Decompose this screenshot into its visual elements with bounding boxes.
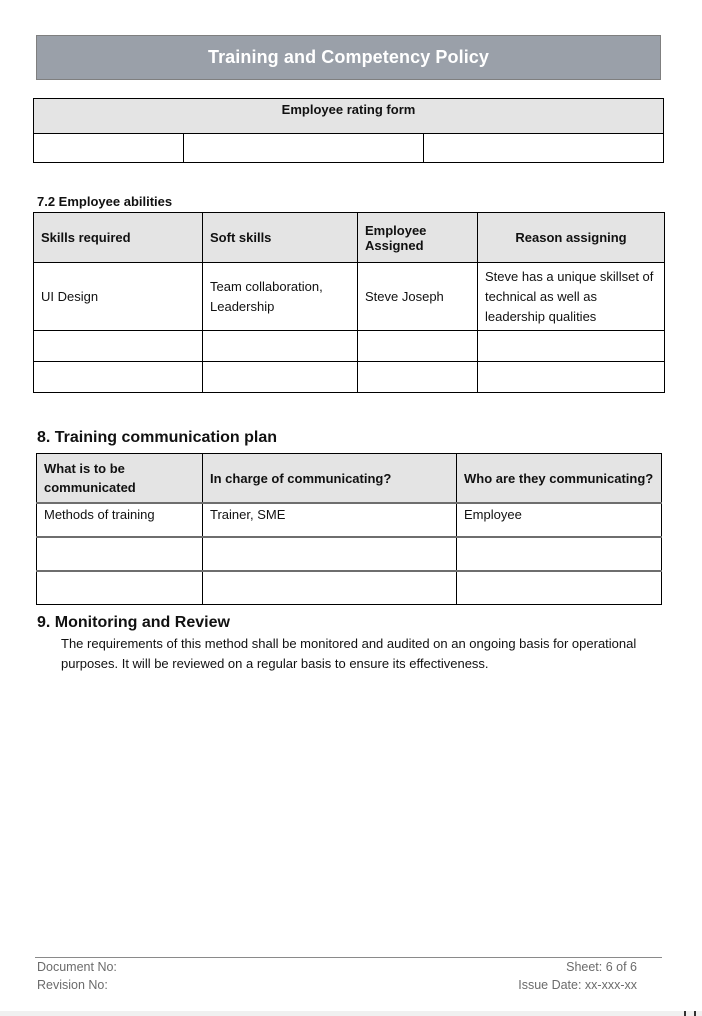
footer-sheet-number: Sheet: 6 of 6 <box>566 960 637 974</box>
table-row <box>37 571 662 605</box>
table-row <box>34 362 665 393</box>
table-row <box>34 331 665 362</box>
table-cell[interactable] <box>34 362 203 393</box>
table-cell[interactable] <box>203 571 457 605</box>
table-row <box>37 537 662 571</box>
table-cell[interactable]: Team collaboration, Leadership <box>203 263 358 331</box>
table-row <box>34 134 664 163</box>
table-cell[interactable]: Employee <box>457 503 662 537</box>
table-cell[interactable]: Steve has a unique skillset of technical as well as leadership qualities <box>478 263 665 331</box>
column-header: What is to be communicated <box>37 454 203 504</box>
table-cell[interactable] <box>478 331 665 362</box>
table-cell[interactable] <box>184 134 424 163</box>
table-cell[interactable] <box>34 134 184 163</box>
section-heading-employee-abilities: 7.2 Employee abilities <box>37 194 173 209</box>
table-cell[interactable] <box>34 331 203 362</box>
page-bottom-edge <box>0 1011 702 1016</box>
table-cell[interactable] <box>203 331 358 362</box>
footer-divider <box>35 957 662 958</box>
footer-document-no: Document No: <box>37 960 117 974</box>
table-cell[interactable]: Methods of training <box>37 503 203 537</box>
section-heading-monitoring-review: 9. Monitoring and Review <box>37 614 230 631</box>
footer-issue-date: Issue Date: xx-xxx-xx <box>518 978 637 992</box>
table-cell[interactable] <box>37 537 203 571</box>
column-header: Employee Assigned <box>358 213 478 263</box>
table-cell[interactable] <box>457 571 662 605</box>
table-header-row <box>34 213 665 263</box>
employee-rating-form-table <box>33 98 664 163</box>
table-cell[interactable] <box>37 571 203 605</box>
table-cell[interactable] <box>203 362 358 393</box>
employee-abilities-table <box>33 212 665 393</box>
table-header-row <box>37 454 662 504</box>
table-cell[interactable] <box>358 331 478 362</box>
column-header: Reason assigning <box>478 213 665 263</box>
column-header: In charge of communicating? <box>203 454 457 504</box>
table-cell[interactable] <box>424 134 664 163</box>
table-cell[interactable]: Trainer, SME <box>203 503 457 537</box>
footer-revision-no: Revision No: <box>37 978 108 992</box>
section-heading-communication-plan: 8. Training communication plan <box>37 429 278 446</box>
table-cell[interactable]: Steve Joseph <box>358 263 478 331</box>
table-cell[interactable] <box>358 362 478 393</box>
column-header: Who are they communicating? <box>457 454 662 504</box>
table-cell[interactable] <box>478 362 665 393</box>
monitoring-paragraph: The requirements of this method shall be monitored and audited on an ongoing basis for operational purposes. It will be reviewed on a regular basis to ensure its effectiveness. <box>61 636 637 671</box>
rating-form-title: Employee rating form <box>34 99 664 134</box>
table-cell[interactable] <box>457 537 662 571</box>
page-corner-marker-icon <box>684 1011 696 1016</box>
communication-plan-table <box>36 453 662 605</box>
column-header: Skills required <box>34 213 203 263</box>
column-header: Soft skills <box>203 213 358 263</box>
table-cell[interactable]: UI Design <box>34 263 203 331</box>
table-row <box>37 503 662 537</box>
table-row <box>34 263 665 331</box>
table-cell[interactable] <box>203 537 457 571</box>
page-title: Training and Competency Policy <box>36 35 661 80</box>
